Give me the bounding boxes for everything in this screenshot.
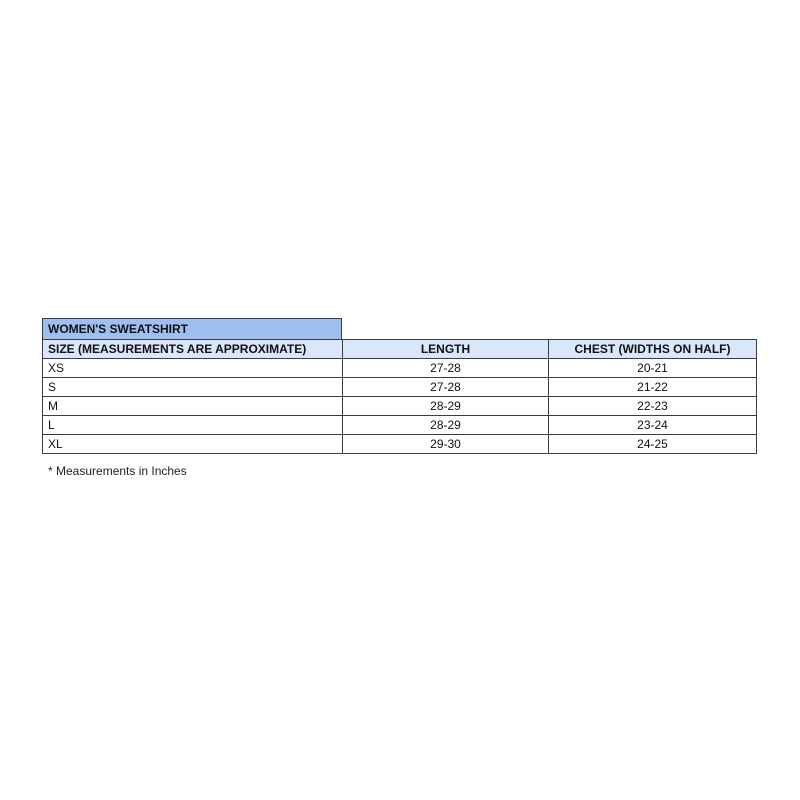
size-cell: S xyxy=(43,378,343,397)
chest-cell: 22-23 xyxy=(549,397,757,416)
footnote: * Measurements in Inches xyxy=(48,464,187,478)
size-cell: XS xyxy=(43,359,343,378)
chest-cell: 21-22 xyxy=(549,378,757,397)
size-chart xyxy=(42,318,756,454)
length-cell: 27-28 xyxy=(343,378,549,397)
chest-cell: 24-25 xyxy=(549,435,757,454)
header-row xyxy=(43,340,757,359)
header-chest: CHEST (WIDTHS ON HALF) xyxy=(549,340,757,359)
size-cell: M xyxy=(43,397,343,416)
table-row xyxy=(43,416,757,435)
chest-cell: 23-24 xyxy=(549,416,757,435)
table-row xyxy=(43,397,757,416)
length-cell: 27-28 xyxy=(343,359,549,378)
size-table xyxy=(42,339,757,454)
table-row xyxy=(43,359,757,378)
length-cell: 28-29 xyxy=(343,397,549,416)
table-row xyxy=(43,378,757,397)
header-length: LENGTH xyxy=(343,340,549,359)
size-cell: L xyxy=(43,416,343,435)
table-title: WOMEN'S SWEATSHIRT xyxy=(42,318,342,339)
header-size: SIZE (MEASUREMENTS ARE APPROXIMATE) xyxy=(43,340,343,359)
chest-cell: 20-21 xyxy=(549,359,757,378)
table-row xyxy=(43,435,757,454)
size-cell: XL xyxy=(43,435,343,454)
length-cell: 29-30 xyxy=(343,435,549,454)
length-cell: 28-29 xyxy=(343,416,549,435)
